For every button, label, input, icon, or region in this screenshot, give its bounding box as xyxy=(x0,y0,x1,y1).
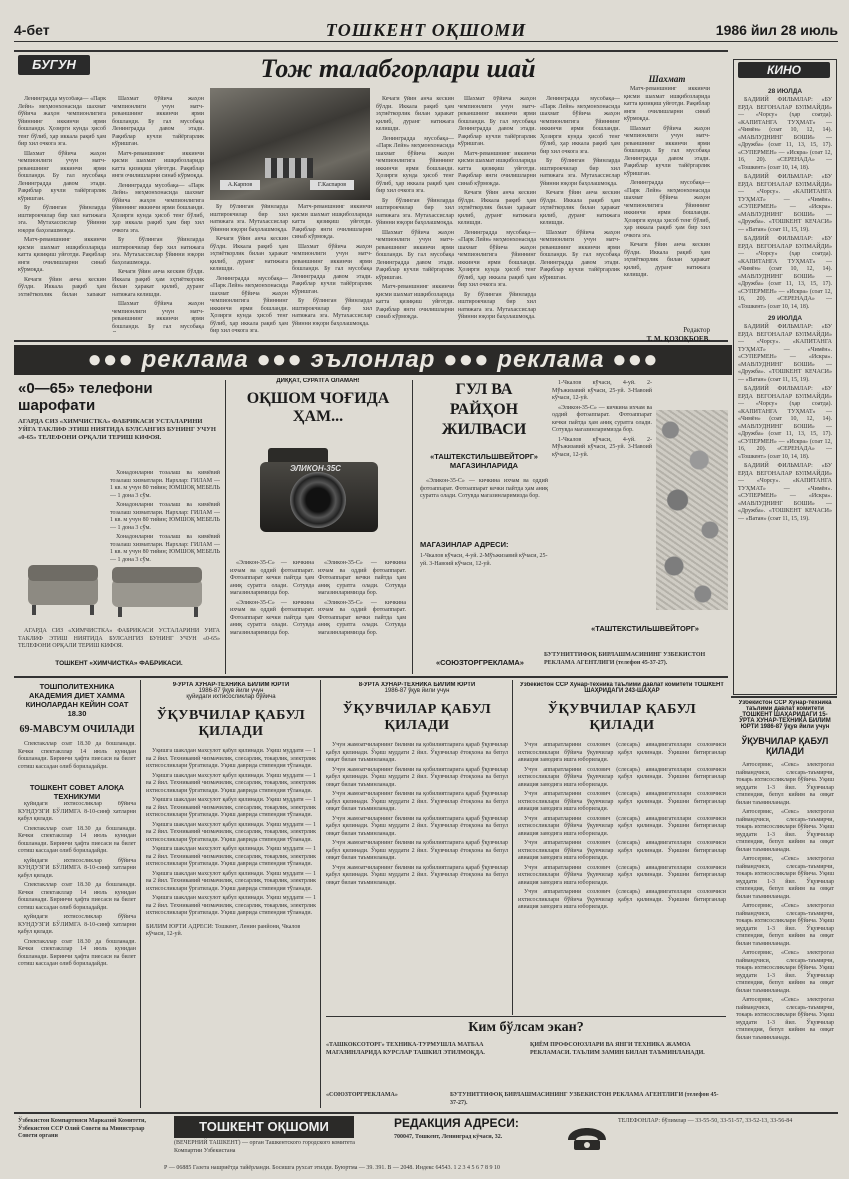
theatre-season: 69-МАВСУМ ОЧИЛАДИ xyxy=(19,724,135,735)
ad-body: 1-Чкалов кўчаси, 4-уй. 2-Мўъжизавий кўчаси, 25-уй. 3-Навоий кўчаси, 12-уй. xyxy=(552,436,652,458)
kim-title: Ким бўлсам экан? xyxy=(468,1020,584,1035)
school-body: Автосервис, «Секс» электрогаз пайвандчиси, слесарь-таъмирчи, токарь ихтисосликлари бўйича. Уқиш муддати 1-3 йил. Ўқувчилар стипендия, бепул кийим ва овқат билан таъминланади. xyxy=(736,903,834,947)
ad-body: АГАРДА СИЗ «ХИМЧИСТКА» ФАБРИКАСИ УСТАЛАРИНИ УЙГА ТАКЛИФ ЭТИШ НИЯТИДА БУЛСАНГИЗ БУНИНГ УЧУН «0-65» ТЕЛЕФОНИ ОРҚАЛИ ТЕРИШ КИФОЯ. xyxy=(18,418,216,441)
ad-body: «Эликон-35-С» — кичкина ихчам ва оддий фотоаппарат. Фотоаппарат кечки пайтда ҳам аниқ суратга олади. Сотувда магазинларимизда бор. xyxy=(230,560,314,596)
school-body: Учун жамоатчиларнинг билими ва қобилиятларига қараб ўқувчилар қабул қилинади. Ўқиш муддати 2 йил. Ўқувчилар ётоқхона ва бепул овқат билан таъминланади. xyxy=(326,742,508,763)
ad-footer: «ТАШТЕКСТИЛЬШВЕЙТОРГ» xyxy=(591,624,699,633)
ad-body: АГАРДА СИЗ «ХИМЧИСТКА» ФАБРИКАСИ УСТАЛАРИНИ УЙГА ТАКЛИФ ЭТИШ НИЯТИДА БУЛСАНГИЗ БУНИНГ УЧУН «0-65» ТЕЛЕФОНИ ОРҚАЛИ ТЕРИШ КИФОЯ. xyxy=(18,628,220,649)
ad-gul-addresses xyxy=(420,540,548,650)
kino-text: БАДИИЙ ФИЛЬМЛАР: «БУ ЕРДА ВЕГОНАЛАР БУЛМАЙДИ» — «Чорсу». «КАПИТАНГА ТУҲМАТ» — «Чимён». «СУПЕРМЕН» — «Искра». «МАВЛУДНИНГ БОШИ» — «Дружба». «ТОШКЕНТ КЕЧАСИ» — «Ватан» (соат 11, 15, 19). xyxy=(738,324,832,383)
school-body: Учун жамоатчиларнинг билими ва қобилиятларига қараб ўқувчилар қабул қилинади. Ўқиш муддати 2 йил. Ўқувчилар ётоқхона ва бепул овқат билан таъминланади. xyxy=(326,791,508,812)
admission-heading: ЎҚУВЧИЛАР ҚАБУЛ ҚИЛАДИ xyxy=(741,736,829,756)
kino-text: БАДИИЙ ФИЛЬМЛАР: «БУ ЕРДА ВЕГОНАЛАР БУЛМАЙДИ» — «Чорсу» (ҳар соатда). «КАПИТАНГА ТУҲМАТ» — «Чимён» (соат 10, 12, 14). «МАВЛУДНИНГ БОШИ» — «Дружба» (соат 11, 13, 15, 17). «СУПЕРМЕН» — «Искра» (соат 12, 16, 20). «СЕРЕНАДА» — «Тошкент» (соат 10, 14, 18). xyxy=(738,97,832,171)
school-body: Учун жамоатчиларнинг билими ва қобилиятларига қараб ўқувчилар қабул қилинади. Ўқиш муддати 2 йил. Ўқувчилар ётоқхона ва бепул овқат билан таъминланади. xyxy=(326,864,508,886)
ad-title: ГУЛ ВА РАЙҲОН ЖИЛВАСИ xyxy=(441,381,527,438)
school-body: Учун аппаратларини созлович (слесарь) авиадвигателлари созловчиси ихтисосликлари бўйича ўқувчилар қабул қилинади. Ўқишни битирганлар авиация заводига ишга юборилади. xyxy=(518,889,726,910)
kino-listings xyxy=(738,84,832,684)
name-plate: А.Карпов xyxy=(220,180,260,190)
col-school-9 xyxy=(146,682,316,1107)
article-paragraph: Матч-реваншнинг иккинчи қисми шахмат ишқибозларида катта қизиқиш уйғотди. Рақиблар янги очилишларни синаб кўрмоқда. xyxy=(112,150,204,179)
camera-lens-icon xyxy=(290,472,346,528)
col-school-15 xyxy=(736,700,834,1108)
divider xyxy=(140,680,141,1108)
school-body: Учун жамоатчиларнинг билими ва қобилиятларига қараб ўқувчилар қабул қилинади. Ўқиш муддати 2 йил. Ўқувчилар ётоқхона ва бепул овқат билан таъминланади. xyxy=(326,815,508,837)
school-title: Ўзбекистон ССР Хунар-техника таълими давлат комитети ТОШКЕНТ ШАҲАРИДАГИ 15-ЎРТА ХУНАР-ТЕХНИКА БИЛИМ ЮРТИ 1986-87 ўқув йили учун xyxy=(738,700,832,730)
phone-logo-icon xyxy=(564,1114,610,1154)
school-body: Уқишга шаклдан махсулот қабул қилинади. Уқиш муддати — 1 ва 2 йил. Техникавий чизмачилик, слесарлик, токарлик, электрлик ихтисосликлари ўргатилади. Уқиш даврида стипендия тўланади. xyxy=(146,821,316,843)
school-title: 9-ЎРТА ХУНАР-ТЕХНИКА БИЛИМ ЮРТИ xyxy=(172,682,290,688)
school-body: Учун аппаратларини созлович (слесарь) авиадвигателлари созловчиси ихтисосликлари бўйича ўқувчилар қабул қилинади. Ўқишни битирганлар авиация заводига ишга юборилади. xyxy=(518,840,726,861)
divider xyxy=(512,680,513,1015)
article-paragraph: Кечаги ўйин анча кескин бўлди. Иккала рақиб ҳам эҳтиёткорлик билан ҳаракат қилиб, дуранг натижага келишди. xyxy=(624,242,710,278)
school-body: Автосервис, «Секс» электрогаз пайвандчиси, слесарь-таъмирчи, токарь ихтисосликлари бўйича. Уқиш муддати 1-3 йил. Ўқувчилар стипендия, бепул кийим ва овқат билан таъминланади. xyxy=(736,762,834,806)
ad-gul-head xyxy=(420,380,548,450)
article-column xyxy=(18,96,106,296)
ad-camera-text xyxy=(230,560,314,672)
ad-gul-footer xyxy=(560,624,730,636)
school-body: Уқишга шаклдан махсулот қабул қилинади. Уқиш муддати — 1 ва 2 йил. Техникавий чизмачилик, слесарлик, токарлик, электрлик ихтисосликлари ўргатилади. Уқиш даврида стипендия тўланади. xyxy=(146,895,316,916)
school-body: қуйидаги ихтисосликлар бўйича КУНДУЗГИ БЎЛИМГА 8-10-синф хатларни қабул қилади. xyxy=(18,914,136,935)
article-paragraph: Ленинградда мусобақа— «Парк Лейн» меҳмонхонасида шахмат бўйича жаҳон чемпионлигига ўйиннинг иккинчи ярми бошланди. Ҳозирги кунда ҳисоб тенг бўлиб, ҳар иккала рақиб ҳам бир хил очкога эга. xyxy=(540,96,620,155)
divider xyxy=(225,380,226,674)
ad-gul-text xyxy=(420,478,548,538)
article-paragraph: Ленинградда мусобақа— «Парк Лейн» меҳмонхонасида шахмат бўйича жаҳон чемпионлигига ўйиннинг иккинчи ярми бошланди. Ҳозирги кунда ҳисоб тенг бўлиб, ҳар иккала рақиб ҳам бир хил очкога эга. xyxy=(210,275,288,334)
kino-tag: КИНО xyxy=(738,62,830,78)
school-body: Учун аппаратларини созлович (слесарь) авиадвигателлари созловчиси ихтисосликлари бўйича ўқувчилар қабул қилинади. Ўқишни битирганлар авиация заводига ишга юборилади. xyxy=(518,815,726,837)
article-column xyxy=(210,204,288,334)
article-paragraph: Матч-реваншнинг иккинчи қисми шахмат ишқибозларида катта қизиқиш уйғотди. Рақиблар янги очилишларни синаб кўрмоқда. xyxy=(18,237,106,273)
article-paragraph: Ленинградда мусобақа— «Парк Лейн» меҳмонхонасида шахмат бўйича жаҳон чемпионлигига ўйиннинг иккинчи ярми бошланди. Ҳозирги кунда ҳисоб тенг бўлиб, ҳар иккала рақиб ҳам бир хил очкога эга. xyxy=(18,96,106,147)
bugun-tag: БУГУН xyxy=(18,55,90,75)
school-body: Автосервис, «Секс» электрогаз пайвандчиси, слесарь-таъмирчи, токарь ихтисосликлари бўйича. Уқиш муддати 1-3 йил. Ўқувчилар стипендия, бепул кийим ва овқат билан таъминланади. xyxy=(736,809,834,853)
divider xyxy=(14,676,728,678)
ad-title: ОҚШОМ ЧОҒИДА ҲАМ... xyxy=(246,390,390,425)
newspaper-title: ТОШКЕНТ ОҚШОМИ xyxy=(325,20,527,40)
article-paragraph: Ленинградда мусобақа— «Парк Лейн» меҳмонхонасида шахмат бўйича жаҳон чемпионлигига ўйиннинг иккинчи ярми бошланди. Ҳозирги кунда ҳисоб тенг бўлиб, ҳар иккала рақиб ҳам бир хил очкога эга. xyxy=(112,182,204,234)
school-body: Учун аппаратларини созлович (слесарь) авиадвигателлари созловчиси ихтисосликлари бўйича ўқувчилар қабул қилинади. Ўқишни битирганлар авиация заводига ишга юборилади. xyxy=(518,791,726,812)
admission-heading: ЎҚУВЧИЛАР ҚАБУЛ ҚИЛАДИ xyxy=(342,702,492,733)
school-title: Ўзбекистон ССР Хунар-техника таълими давлат комитети ТОШКЕНТ ШАҲРИДАГИ 243-ШАҲАР xyxy=(520,682,724,694)
article-paragraph: Бу бўлинган ўйинларда иштирокчилар бир хил натижага эга. Мутахассислар ўйинни юқори баҳолашмоқда. xyxy=(458,291,536,320)
col-school-8 xyxy=(326,682,508,1012)
theatre-body: Спектакллар соат 18.30 да бошланади. Кечки спектакллар 14 июль кунидан бошланади. Биринчи ҳафта пиесаси ва билет сотиш кассадан олиб бориладайди. xyxy=(18,825,136,854)
article-paragraph: Шахмат бўйича жаҳон чемпионлиги учун матч-реваншнинг иккинчи ярми бошланди. Бу гал мусобақа Ленинградда давом этади. Рақиблар кучли тайёргарлик кўришган. xyxy=(292,243,372,295)
agency-name: «СОЮЗТОРГРЕКЛАМА» xyxy=(326,1092,398,1098)
article-paragraph: Кечаги ўйин анча кескин бўлди. Иккала рақиб ҳам эҳтиёткорлик билан ҳаракат қилиб, дуранг натижага келишди. xyxy=(458,190,536,226)
article-column xyxy=(112,96,204,332)
article-column xyxy=(540,96,620,320)
article-paragraph: Бу бўлинган ўйинларда иштирокчилар бир хил натижага эга. Мутахассислар ўйинни юқори баҳолашмоқда. xyxy=(210,204,288,233)
ad-body: 1-Чкалов кўчаси, 4-уй. 2-Мўъжизавий кўчаси, 25-уй. 3-Навоий кўчаси, 12-уй. xyxy=(552,380,652,401)
school-body: Учун аппаратларини созлович (слесарь) авиадвигателлари созловчиси ихтисосликлари бўйича ўқувчилар қабул қилинади. Ўқишни битирганлар авиация заводига ишга юборилади. xyxy=(518,864,726,886)
school-body: Уқишга шаклдан махсулот қабул қилинади. Уқиш муддати — 1 ва 2 йил. Техникавий чизмачилик, слесарлик, токарлик, электрлик ихтисосликлари ўргатилади. Уқиш даврида стипендия тўланади. xyxy=(146,870,316,892)
article-paragraph: Кечаги ўйин анча кескин бўлди. Иккала рақиб ҳам эҳтиёткорлик билан ҳаракат қилиб, дуранг натижага келишди. xyxy=(210,236,288,272)
ad-body: «Эликон-35-С» — кичкина ихчам ва оддий фотоаппарат. Фотоаппарат кечки пайтда ҳам аниқ суратга олади. Сотувда магазинларимизда бор. xyxy=(552,404,652,433)
kino-text: БАДИИЙ ФИЛЬМЛАР: «БУ ЕРДА ВЕГОНАЛАР БУЛМАЙДИ» — «Чорсу» (ҳар соатда). «КАПИТАНГА ТУҲМАТ» — «Чимён» (соат 10, 12, 14). «МАВЛУДНИНГ БОШИ» — «Дружба» (соат 11, 13, 15, 17). «СУПЕРМЕН» — «Искра» (соат 12, 16, 20). «СЕРЕНАДА» — «Тошкент» (соат 10, 14, 18). xyxy=(738,386,832,460)
footer-brand-sub: (ВЕЧЕРНИЙ ТАШКЕНТ) — орган Ташкентского городского комитета Компартии Узбекистана xyxy=(174,1140,355,1154)
article-paragraph: Бу бўлинган ўйинларда иштирокчилар бир хил натижага эга. Мутахассислар ўйинни юқори баҳолашмоқда. xyxy=(18,205,106,234)
sofa-illustration xyxy=(22,555,212,621)
agency-detail: БУТУНИТТИФОҚ БИРЛАШМАСИНИНГ УЗБЕКИСТОН РЕКЛАМА АГЕНТЛИГИ (телефон 45-37-27). xyxy=(544,652,706,666)
school-body: қуйидаги ихтисосликлар бўйича КУНДУЗГИ БЎЛИМГА 8-10-синф хатларни қабул қилади. xyxy=(18,801,136,822)
ad-gul-sub xyxy=(420,452,548,476)
article-paragraph: Бу бўлинган ўйинларда иштирокчилар бир хил натижага эга. Мутахассислар ўйинни юқори баҳолашмоқда. xyxy=(112,237,204,266)
school-address: БИЛИМ ЮРТИ АДРЕСИ: Тошкент, Ленин ранйони, Чкалов кўчаси, 12-уй. xyxy=(146,923,301,937)
article-paragraph: Ленинградда мусобақа— «Парк Лейн» меҳмонхонасида шахмат бўйича жаҳон чемпионлигига ўйиннинг иккинчи ярми бошланди. Ҳозирги кунда ҳисоб тенг бўлиб, ҳар иккала рақиб ҳам бир хил очкога эга. xyxy=(458,229,536,288)
divider xyxy=(14,50,728,52)
ad-body: «Эликон-35-С» — кичкина ихчам ва оддий фотоаппарат. Фотоаппарат кечки пайтда ҳам аниқ суратга олади. Сотувда магазинларимизда бор. xyxy=(318,560,406,596)
theatre-body: Спектакллар соат 18.30 да бошланади. Кечки спектакллар 14 июль кунидан бошланади. Биринчи ҳафта пиесаси ва билет сотиш кассадан олиб бориладайди. xyxy=(18,938,136,967)
school-title: 8-ЎРТА ХУНАР-ТЕХНИКА БИЛИМ ЮРТИ xyxy=(358,682,476,688)
article-paragraph: Бу бўлинган ўйинларда иштирокчилар бир хил натижага эга. Мутахассислар ўйинни юқори баҳолашмоқда. xyxy=(292,298,372,327)
kino-date: 28 ИЮЛДА xyxy=(767,88,803,95)
school-body: Уқишга шаклдан махсулот қабул қилинади. Уқиш муддати — 1 ва 2 йил. Техникавий чизмачилик, слесарлик, токарлик, электрлик ихтисосликлари ўргатилади. Уқиш даврида стипендия тўланади. xyxy=(146,772,316,794)
article-paragraph: Шахмат бўйича жаҳон чемпионлиги учун матч-реваншнинг иккинчи ярми бошланди. Бу гал мусобақа Ленинградда давом этади. Рақиблар кучли тайёргарлик кўришган. xyxy=(376,229,454,281)
article-paragraph: Матч-реваншнинг иккинчи қисми шахмат ишқибозларида катта қизиқиш уйғотди. Рақиблар янги очилишларни синаб кўрмоқда. xyxy=(624,86,710,122)
ad-attention: ДИҚҚАТ, СУРАТГА ОЛАМАН! xyxy=(276,378,360,384)
editor-credit xyxy=(540,326,710,344)
kim-left: «ТАШКОКСОТОРГ» ТЕХНИКА-ТУРМУШЛА МАТБАА МАГАЗИНЛАРИДА КУРСЛАР ТАШКИЛ ЭТИЛМОҚДА. xyxy=(326,1042,485,1056)
school-body: Автосервис, «Секс» электрогаз пайвандчиси, слесарь-таъмирчи, токарь ихтисосликлари бўйича. Уқиш муддати 1-3 йил. Ўқувчилар стипендия, бепул кийим ва овқат билан таъминланади. xyxy=(736,997,834,1041)
footer-imprint: Р — 06885 Газета нашриётда тайёрланди. Босишга рухсат этилди. Буюртма — 39. 391. В — 2048. Индекс 64543. 1 2 3 4 5 6 7 8 9 10 xyxy=(164,1165,501,1171)
school-body: Автосервис, «Секс» электрогаз пайвандчиси, слесарь-таъмирчи, токарь ихтисосликлари бўйича. Уқиш муддати 1-3 йил. Ўқувчилар стипендия, бепул кийим ва овқат билан таъминланади. xyxy=(736,950,834,994)
col-school-243 xyxy=(518,682,726,1012)
ad-prices-text: Хонадонларни тозалаш ва кимёвий тозалаш хизматлари. Нархлар: ГИЛАМ — 1 кв. м учун 80 тийин; ЮМШОҚ МЕБЕЛЬ — 1 дона 3 сўм. xyxy=(110,470,220,499)
kino-text: БАДИИЙ ФИЛЬМЛАР: «БУ ЕРДА ВЕГОНАЛАР БУЛМАЙДИ» — «Чорсу». «КАПИТАНГА ТУҲМАТ» — «Чимён». «СУПЕРМЕН» — «Искра». «МАВЛУДНИНГ БОШИ» — «Дружба». «ТОШКЕНТ КЕЧАСИ» — «Ватан» (соат 11, 15, 19). xyxy=(738,174,832,233)
divider xyxy=(412,380,413,674)
admission-heading: ЎҚУВЧИЛАР ҚАБУЛ ҚИЛАДИ xyxy=(156,708,306,739)
article-paragraph: Кечаги ўйин анча кескин бўлди. Иккала рақиб ҳам эҳтиёткорлик билан ҳаракат қилиб, дуранг натижага келишди. xyxy=(112,269,204,298)
school-body: Уқишга шаклдан махсулот қабул қилинади. Уқиш муддати — 1 ва 2 йил. Техникавий чизмачилик, слесарлик, токарлик, электрлик ихтисосликлари ўргатилади. Уқиш даврида стипендия тўланади. xyxy=(146,797,316,818)
school-body: Автосервис, «Секс» электрогаз пайвандчиси, слесарь-таъмирчи, токарь ихтисосликлари бўйича. Уқиш муддати 1-3 йил. Ўқувчилар стипендия, бепул кийим ва овқат билан таъминланади. xyxy=(736,856,834,900)
theatre-body: Спектакллар соат 18.30 да бошланади. Кечки спектакллар 14 июль кунидан бошланади. Биринчи ҳафта пиесаси ва билет сотиш кассадан олиб бориладайди. xyxy=(18,741,136,770)
footer-redaction: РЕДАКЦИЯ АДРЕСИ: xyxy=(394,1116,519,1130)
school-year: 1986-87 ўқув йили учун xyxy=(384,688,450,694)
theatre-body: Спектакллар соат 18.30 да бошланади. Кечки спектакллар 14 июль кунидан бошланади. Биринчи ҳафта пиесаси ва билет сотиш кассадан олиб бориладайди. xyxy=(18,882,136,911)
agency-detail: БУТУНИТТИФОҚ БИРЛАШМАСИНИНГ УЗБЕКИСТОН РЕКЛАМА АГЕНТЛИГИ (телефон 45-37-27). xyxy=(450,1092,719,1106)
school-body: Уқишга шаклдан махсулот қабул қилинади. Уқиш муддати — 1 ва 2 йил. Техникавий чизмачилик, слесарлик, токарлик, электрлик ихтисосликлари ўргатилади. Уқиш даврида стипендия тўланади. xyxy=(146,748,316,769)
ad-body: «Эликон-35-С» — кичкина ихчам ва оддий фотоаппарат. Фотоаппарат кечки пайтда ҳам аниқ суратга олади. Сотувда магазинларимизда бор. xyxy=(318,599,406,636)
editor-name: Т. М. ҚОЗОҚБОЕВ. xyxy=(646,335,710,343)
footer xyxy=(14,1112,838,1171)
section-heading: Шахмат xyxy=(648,74,686,84)
ad-prices-text: Хонадонларни тозалаш ва кимёвий тозалаш хизматлари. Нархлар: ГИЛАМ — 1 кв. м учун 80 тийин; ЮМШОҚ МЕБЕЛЬ — 1 дона 3 сўм. xyxy=(110,534,220,563)
col-theatre xyxy=(18,682,136,1107)
issue-date: 1986 йил 28 июль xyxy=(715,22,838,38)
kino-text: БАДИИЙ ФИЛЬМЛАР: «БУ ЕРДА ВЕГОНАЛАР БУЛМАЙДИ» — «Чорсу». «КАПИТАНГА ТУҲМАТ» — «Чимён». «СУПЕРМЕН» — «Искра». «МАВЛУДНИНГ БОШИ» — «Дружба». «ТОШКЕНТ КЕЧАСИ» — «Ватан» (соат 11, 15, 19). xyxy=(738,463,832,522)
divider xyxy=(731,696,837,698)
chessboard-icon xyxy=(265,158,313,178)
article-paragraph: Кечаги ўйин анча кескин бўлди. Иккала рақиб ҳам эҳтиёткорлик билан ҳаракат xyxy=(18,276,106,296)
article-paragraph: Шахмат бўйича жаҳон чемпионлиги учун матч-реваншнинг иккинчи ярми бошланди. Бу гал мусобақа Ленинградда давом этади. Рақиблар кучли тайёргарлик кўришган. xyxy=(624,125,710,177)
ad-camera-head xyxy=(230,378,406,438)
article-column xyxy=(376,96,454,334)
school-spec: қуйидаги ихтисосликлар бўйича xyxy=(186,694,276,700)
name-plate: Г.Каспаров xyxy=(310,180,354,190)
article-paragraph: Матч-реваншнинг иккинчи қисми шахмат ишқибозларида катта қизиқиш уйғотди. Рақиблар янги очилишларни синаб кўрмоқда. xyxy=(292,204,372,240)
camera-illustration xyxy=(260,440,378,550)
article-paragraph: Бу бўлинган ўйинларда иштирокчилар бир хил натижага эга. Мутахассислар ўйинни юқори баҳолашмоқда. xyxy=(540,158,620,187)
addresses-heading: МАГАЗИНЛАР АДРЕСИ: xyxy=(420,540,509,549)
addresses-list: 1-Чкалов кўчаси, 4-уй. 2-Мўъжизавий кўчаси, 25-уй. 3-Навоий кўчаси, 12-уй. xyxy=(420,553,548,567)
divider xyxy=(320,680,321,1108)
kino-date: 29 ИЮЛДА xyxy=(767,315,803,322)
article-paragraph: Шахмат бўйича жаҳон чемпионлиги учун матч-реваншнинг иккинчи ярми бошланди. Бу гал мусобақа Ленинградда давом этади. Рақиблар кучли тайёргарлик кўришган. xyxy=(18,150,106,202)
article-paragraph: Бу бўлинган ўйинларда иштирокчилар бир хил натижага эга. Мутахассислар ўйинни юқори баҳолашмоқда. xyxy=(376,197,454,226)
ad-subtitle: «ТАШТЕКСТИЛЬШВЕЙТОРГ» МАГАЗИНЛАРИДА xyxy=(430,452,538,470)
agency-line xyxy=(420,652,730,676)
school-body: Учун аппаратларини созлович (слесарь) авиадвигателлари созловчиси ихтисосликлари бўйича ўқувчилар қабул қилинади. Ўқишни битирганлар авиация заводига ишга юборилади. xyxy=(518,766,726,788)
ad-footer: ТОШКЕНТ «ХИМЧИСТКА» ФАБРИКАСИ. xyxy=(55,660,183,667)
school-body: Уқишга шаклдан махсулот қабул қилинади. Уқиш муддати — 1 ва 2 йил. Техникавий чизмачилик, слесарлик, токарлик, электрлик ихтисосликлари ўргатилади. Уқиш даврида стипендия тўланади. xyxy=(146,846,316,867)
divider xyxy=(326,1016,726,1017)
school-body: Учун жамоатчиларнинг билими ва қобилиятларига қараб ўқувчилар қабул қилинади. Ўқиш муддати 2 йил. Ўқувчилар ётоқхона ва бепул овқат билан таъминланади. xyxy=(326,766,508,788)
page-number: 4-бет xyxy=(14,22,50,38)
kino-text: БАДИИЙ ФИЛЬМЛАР: «БУ ЕРДА ВЕГОНАЛАР БУЛМАЙДИ» — «Чорсу» (ҳар соатда). «КАПИТАНГА ТУҲМАТ» — «Чимён» (соат 10, 12, 14). «МАВЛУДНИНГ БОШИ» — «Дружба» (соат 11, 13, 15, 17). «СУПЕРМЕН» — «Искра» (соат 12, 16, 20). «СЕРЕНАДА» — «Тошкент» (соат 10, 14, 18). xyxy=(738,236,832,310)
article-paragraph: Шахмат бўйича жаҳон чемпионлиги учун матч-реваншнинг иккинчи ярми бошланди. Бу гал мусобақа Ленинградда давом этади. Рақиблар кучли тайёргарлик кўришган. xyxy=(540,229,620,281)
ad-title: «0—65» телефони шарофати xyxy=(18,380,153,414)
school-title: ТОШКЕНТ СОВЕТ АЛОҚА ТЕХНИКУМИ xyxy=(29,783,125,801)
theatre-head: ТОШПОЛИТЕХНИКА АКАДЕМИЯ ДИЕТ ХАММА КИНОЛАРДАН КЕЙИН СОАТ 18.30 xyxy=(25,682,129,718)
editor-label: Редактор xyxy=(683,326,710,334)
ad-camera-text xyxy=(318,560,406,672)
article-paragraph: Шахмат бўйича жаҳон чемпионлиги учун матч-реваншнинг иккинчи ярми бошланди. Бу гал мусобақа Ленинградда давом этади. Рақиблар кучли тайёргарлик кўришган. xyxy=(458,96,536,147)
ad-body: «Эликон-35-С» — кичкина ихчам ва оддий фотоаппарат. Фотоаппарат кечки пайтда ҳам аниқ суратга олади. Сотувда магазинларимизда бор. xyxy=(230,599,314,636)
agency-name: «СОЮЗТОРГРЕКЛАМА» xyxy=(436,658,524,667)
article-column xyxy=(292,204,372,334)
ad-body: «Эликон-35-С» — кичкина ихчам ва оддий фотоаппарат. Фотоаппарат кечки пайтда ҳам аниқ суратга олади. Сотувда магазинларимизда бор. xyxy=(420,478,548,499)
article-paragraph: Шахмат бўйича жаҳон чемпионлиги учун матч-реваншнинг иккинчи ярми бошланди. Бу гал мусобақа Ленинградда давом этади. Рақиблар кучли тайёргарлик кўришган. xyxy=(112,96,204,147)
article-paragraph: Матч-реваншнинг иккинчи қисми шахмат ишқибозларида катта қизиқиш уйғотди. Рақиблар янги очилишларни синаб кўрмоқда. xyxy=(376,284,454,320)
school-body: Учун жамоатчиларнинг билими ва қобилиятларига қараб ўқувчилар қабул қилинади. Ўқиш муддати 2 йил. Ўқувчилар ётоқхона ва бепул овқат билан таъминланади. xyxy=(326,840,508,861)
school-body: қуйидаги ихтисосликлар бўйича КУНДУЗГИ БЎЛИМГА 8-10-синф хатларни қабул қилади. xyxy=(18,857,136,879)
article-title: Тож талабгорлари шай xyxy=(260,54,536,83)
masthead xyxy=(14,22,838,42)
footer-publisher: Ўзбекистон Компартияси Марказий Комитети, Ўзбекистон ССР Олий Совети ва Министрлар Совети органи xyxy=(18,1118,146,1139)
article-column xyxy=(458,96,536,334)
school-body: Учун аппаратларини созлович (слесарь) авиадвигателлари созловчиси ихтисосликлари бўйича ўқувчилар қабул қилинади. Ўқишни битирганлар авиация заводига ишга юборилади. xyxy=(518,742,726,763)
article-paragraph: Ленинградда мусобақа— «Парк Лейн» меҳмонхонасида шахмат бўйича жаҳон чемпионлигига ўйиннинг иккинчи ярми бошланди. Ҳозирги кунда ҳисоб тенг бўлиб, ҳар иккала рақиб ҳам бир хил очкога эга. xyxy=(376,135,454,194)
admission-heading: ЎҚУВЧИЛАР ҚАБУЛ ҚИЛАДИ xyxy=(547,702,697,733)
article-paragraph: Матч-реваншнинг иккинчи қисми шахмат ишқибозларида катта қизиқиш уйғотди. Рақиблар янги очилишларни синаб кўрмоқда. xyxy=(458,150,536,187)
footer-phones: ТЕЛЕФОНЛАР: бўлимлар — 33-55-50, 33-51-57, 33-52-13, 33-56-84 xyxy=(618,1118,793,1124)
article-paragraph: Кечаги ўйин анча кескин бўлди. Иккала рақиб ҳам эҳтиёткорлик билан ҳаракат қилиб, дуранг натижага келишди. xyxy=(376,96,454,132)
ad-prices-text: Хонадонларни тозалаш ва кимёвий тозалаш хизматлари. Нархлар: ГИЛАМ — 1 кв. м учун 80 тийин; ЮМШОҚ МЕБЕЛЬ — 1 дона 3 сўм. xyxy=(110,502,220,531)
kim-right: ҚИЁМ ПРОФСОЮЗЛАРИ ВА ЯНГИ ТЕХНИКА ЖАМОА РЕКЛАМАСИ. ТАЪЛИМ ЗАМИН БИЛАН ТАЪМИНЛАНАДИ. xyxy=(530,1042,705,1056)
reklama-band: ●●● реклама ●●● эълонлар ●●● реклама ●●● xyxy=(14,345,732,375)
ad-phone-note xyxy=(18,628,220,654)
article-paragraph: Кечаги ўйин анча кескин бўлди. Иккала рақиб ҳам эҳтиёткорлик билан ҳаракат қилиб, дуранг натижага келишди. xyxy=(540,190,620,226)
flowers-illustration xyxy=(656,410,728,610)
footer-address: 700047, Тошкент, Ленинград кўчаси, 32. xyxy=(394,1134,503,1140)
footer-brand: ТОШКЕНТ ОҚШОМИ xyxy=(174,1116,354,1138)
camera-label: ЭЛИКОН-35С xyxy=(290,464,341,473)
school-year: 1986-87 ўқув йили учун xyxy=(198,688,264,694)
article-paragraph: Ленинградда мусобақа— «Парк Лейн» меҳмонхонасида шахмат бўйича жаҳон чемпионлигига ўйиннинг иккинчи ярми бошланди. Ҳозирги кунда ҳисоб тенг бўлиб, ҳар иккала рақиб ҳам бир хил очкога эга. xyxy=(624,180,710,239)
article-paragraph: Шахмат бўйича жаҳон чемпионлиги учун матч-реваншнинг иккинчи ярми бошланди. Бу гал мусобақа xyxy=(112,301,204,330)
article-column xyxy=(624,86,710,320)
kim-section xyxy=(326,1020,726,1110)
chess-photo xyxy=(210,88,370,200)
